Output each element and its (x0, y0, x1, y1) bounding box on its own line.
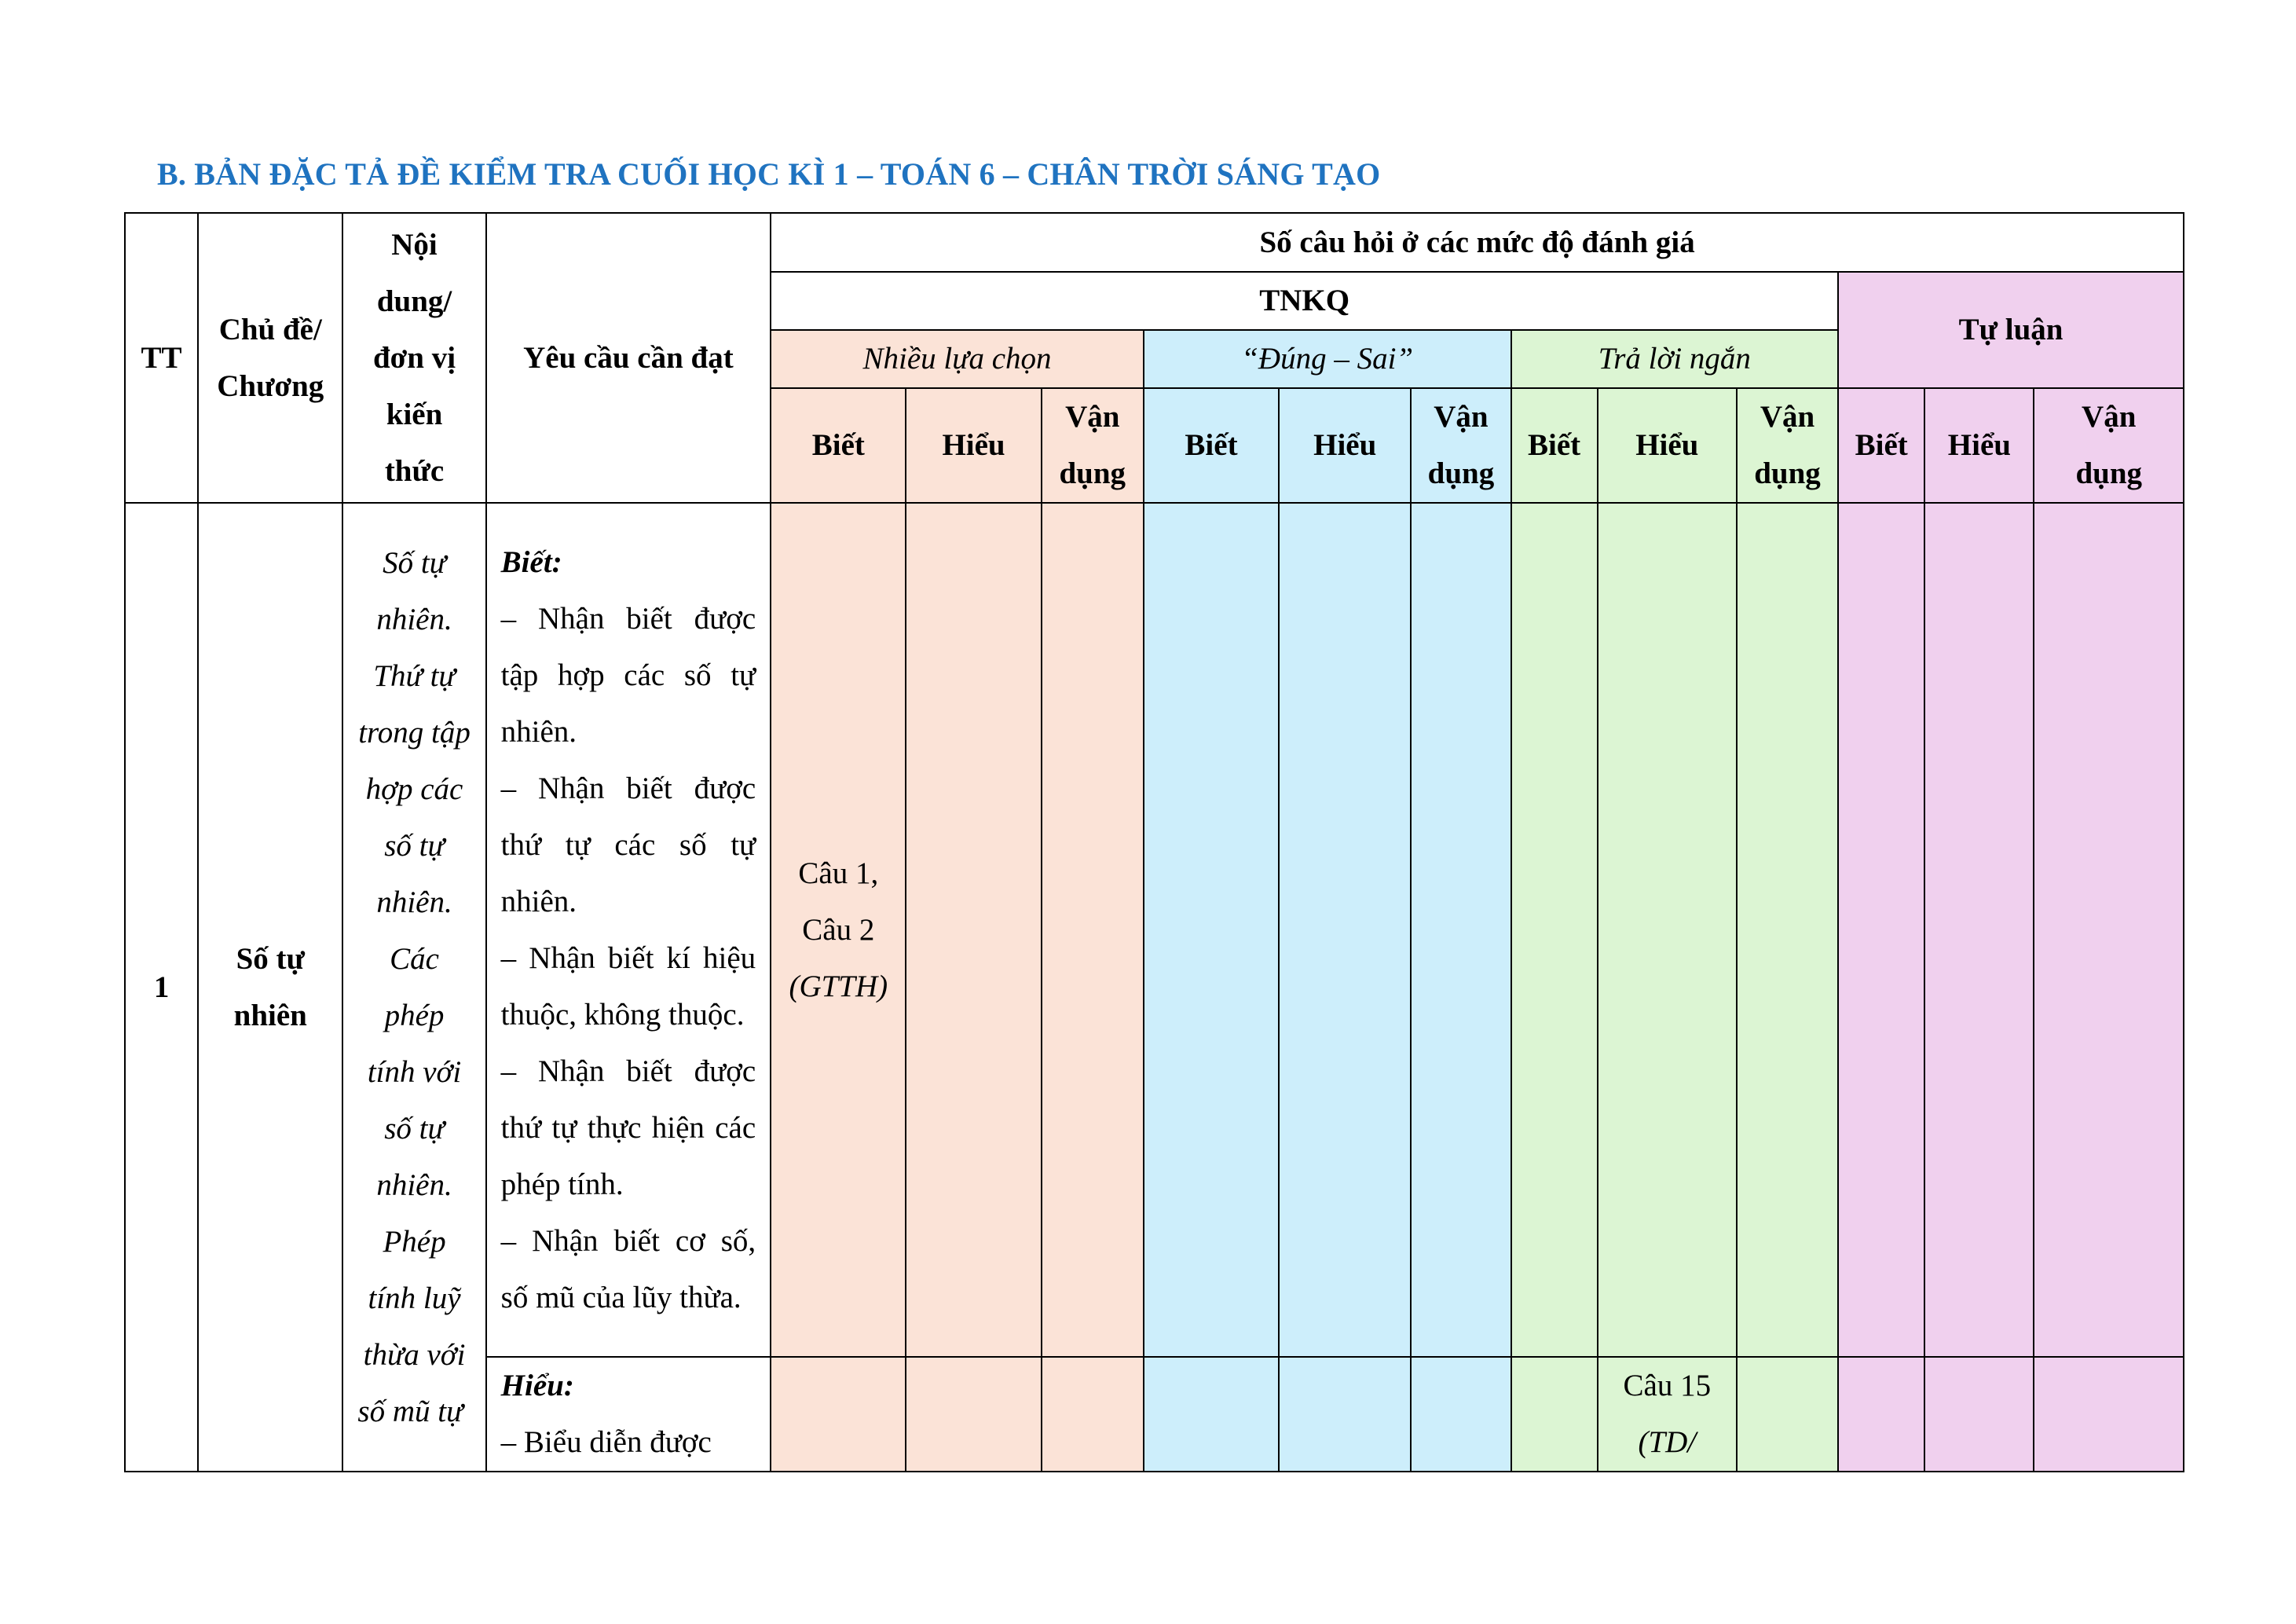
cell-tf-apply-2 (1411, 1357, 1511, 1472)
know-item-5: – Nhận biết cơ số, số mũ của lũy thừa. (500, 1223, 756, 1314)
header-content-line2: dung/ (376, 284, 452, 318)
header-content-line4: kiến (386, 397, 443, 431)
tf-apply-line1: Vận (1434, 400, 1489, 434)
header-content-line3: đơn vị (372, 340, 456, 375)
tf-apply-line2: dụng (1427, 456, 1495, 490)
know-item-3: – Nhận biết kí hiệu thuộc, không thuộc. (500, 940, 756, 1032)
cell-sa-know (1511, 503, 1598, 1357)
cell-mc-understand (906, 503, 1041, 1357)
cell-sa-know-2 (1511, 1357, 1598, 1472)
mc-apply-line1: Vận (1065, 400, 1120, 434)
tf-apply-header (1411, 388, 1511, 503)
cell-sa-understand (1598, 503, 1737, 1357)
row-topic-line1: Số tự (236, 941, 305, 976)
essay-apply-line2: dụng (2075, 456, 2143, 490)
header-topic-line1: Chủ đề/ (218, 312, 322, 346)
row-topic-line2: nhiên (233, 998, 307, 1032)
mc-understand-header: Hiểu (906, 388, 1041, 503)
sa-apply-line1: Vận (1760, 400, 1815, 434)
cell-tf-understand-2 (1279, 1357, 1411, 1472)
essay-apply-line1: Vận (2082, 400, 2137, 434)
row-know-requirement (486, 503, 771, 1357)
mc-know-header: Biết (771, 388, 906, 503)
understand-heading: Hiểu: (500, 1369, 574, 1402)
cell-tf-know (1144, 503, 1279, 1357)
table-row (125, 503, 2184, 1357)
header-essay: Tự luận (1838, 272, 2184, 388)
header-levels: Số câu hỏi ở các mức độ đánh giá (771, 213, 2184, 272)
page-title: B. BẢN ĐẶC TẢ ĐỀ KIỂM TRA CUỐI HỌC KÌ 1 – TOÁN 6 – CHÂN TRỜI SÁNG TẠO (157, 156, 1381, 192)
cell-mc-know-2 (771, 1357, 906, 1472)
row-understand-requirement (486, 1357, 771, 1472)
cell-essay-apply (2034, 503, 2184, 1357)
essay-understand-header: Hiểu (1924, 388, 2034, 503)
cell-mc-understand-2 (906, 1357, 1041, 1472)
essay-know-header: Biết (1838, 388, 1924, 503)
sa-understand-header: Hiểu (1598, 388, 1737, 503)
header-row-1 (125, 213, 2184, 272)
specification-table (124, 212, 2184, 1472)
know-heading: Biết: (500, 544, 562, 579)
sa-apply-header (1737, 388, 1838, 503)
cell-tf-know-2 (1144, 1357, 1279, 1472)
header-content-line1: Nội (391, 227, 438, 262)
header-tnkq: TNKQ (771, 272, 1838, 330)
cell-sa-apply-2 (1737, 1357, 1838, 1472)
header-tt: TT (125, 213, 198, 503)
sa-understand-line2: (TD/ (1638, 1425, 1697, 1459)
know-item-4: – Nhận biết được thứ tự thực hiện các phép tính. (500, 1054, 756, 1201)
know-item-1: – Nhận biết được tập hợp các số tự nhiên. (500, 601, 756, 749)
tf-know-header: Biết (1144, 388, 1279, 503)
cell-mc-apply (1042, 503, 1144, 1357)
cell-tf-understand (1279, 503, 1411, 1357)
sa-know-header: Biết (1511, 388, 1598, 503)
cell-essay-understand (1924, 503, 2034, 1357)
mc-know-line1: Câu 1, (798, 856, 879, 890)
cell-essay-know-2 (1838, 1357, 1924, 1472)
mc-apply-header (1042, 388, 1144, 503)
mc-apply-line2: dụng (1059, 456, 1126, 490)
header-content-line5: thức (384, 453, 445, 488)
cell-essay-apply-2 (2034, 1357, 2184, 1472)
know-item-2: – Nhận biết được thứ tự các số tự nhiên. (500, 771, 756, 918)
sa-understand-line1: Câu 15 (1623, 1369, 1712, 1402)
cell-essay-know (1838, 503, 1924, 1357)
mc-know-line2: Câu 2 (802, 912, 875, 947)
header-content (342, 213, 485, 503)
header-multiple-choice: Nhiều lựa chọn (771, 330, 1144, 388)
cell-tf-apply (1411, 503, 1511, 1357)
header-topic (198, 213, 342, 503)
tf-understand-header: Hiểu (1279, 388, 1411, 503)
row-topic (198, 503, 342, 1472)
header-short-answer: Trả lời ngắn (1511, 330, 1839, 388)
cell-sa-apply (1737, 503, 1838, 1357)
cell-sa-understand-2 (1598, 1357, 1737, 1472)
header-topic-line2: Chương (217, 368, 324, 403)
sa-apply-line2: dụng (1754, 456, 1821, 490)
row-tt: 1 (125, 503, 198, 1472)
header-true-false: “Đúng – Sai” (1144, 330, 1511, 388)
essay-apply-header (2034, 388, 2184, 503)
understand-item-1: – Biểu diễn được (500, 1425, 712, 1459)
cell-essay-understand-2 (1924, 1357, 2034, 1472)
header-requirement: Yêu cầu cần đạt (486, 213, 771, 503)
cell-mc-know (771, 503, 906, 1357)
mc-know-line3: (GTTH) (789, 969, 888, 1003)
cell-mc-apply-2 (1042, 1357, 1144, 1472)
row-content: Số tự nhiên. Thứ tự trong tập hợp các số tự nhiên. Các phép tính với số tự nhiên. Phép tính luỹ thừa với số mũ tự (342, 503, 485, 1472)
